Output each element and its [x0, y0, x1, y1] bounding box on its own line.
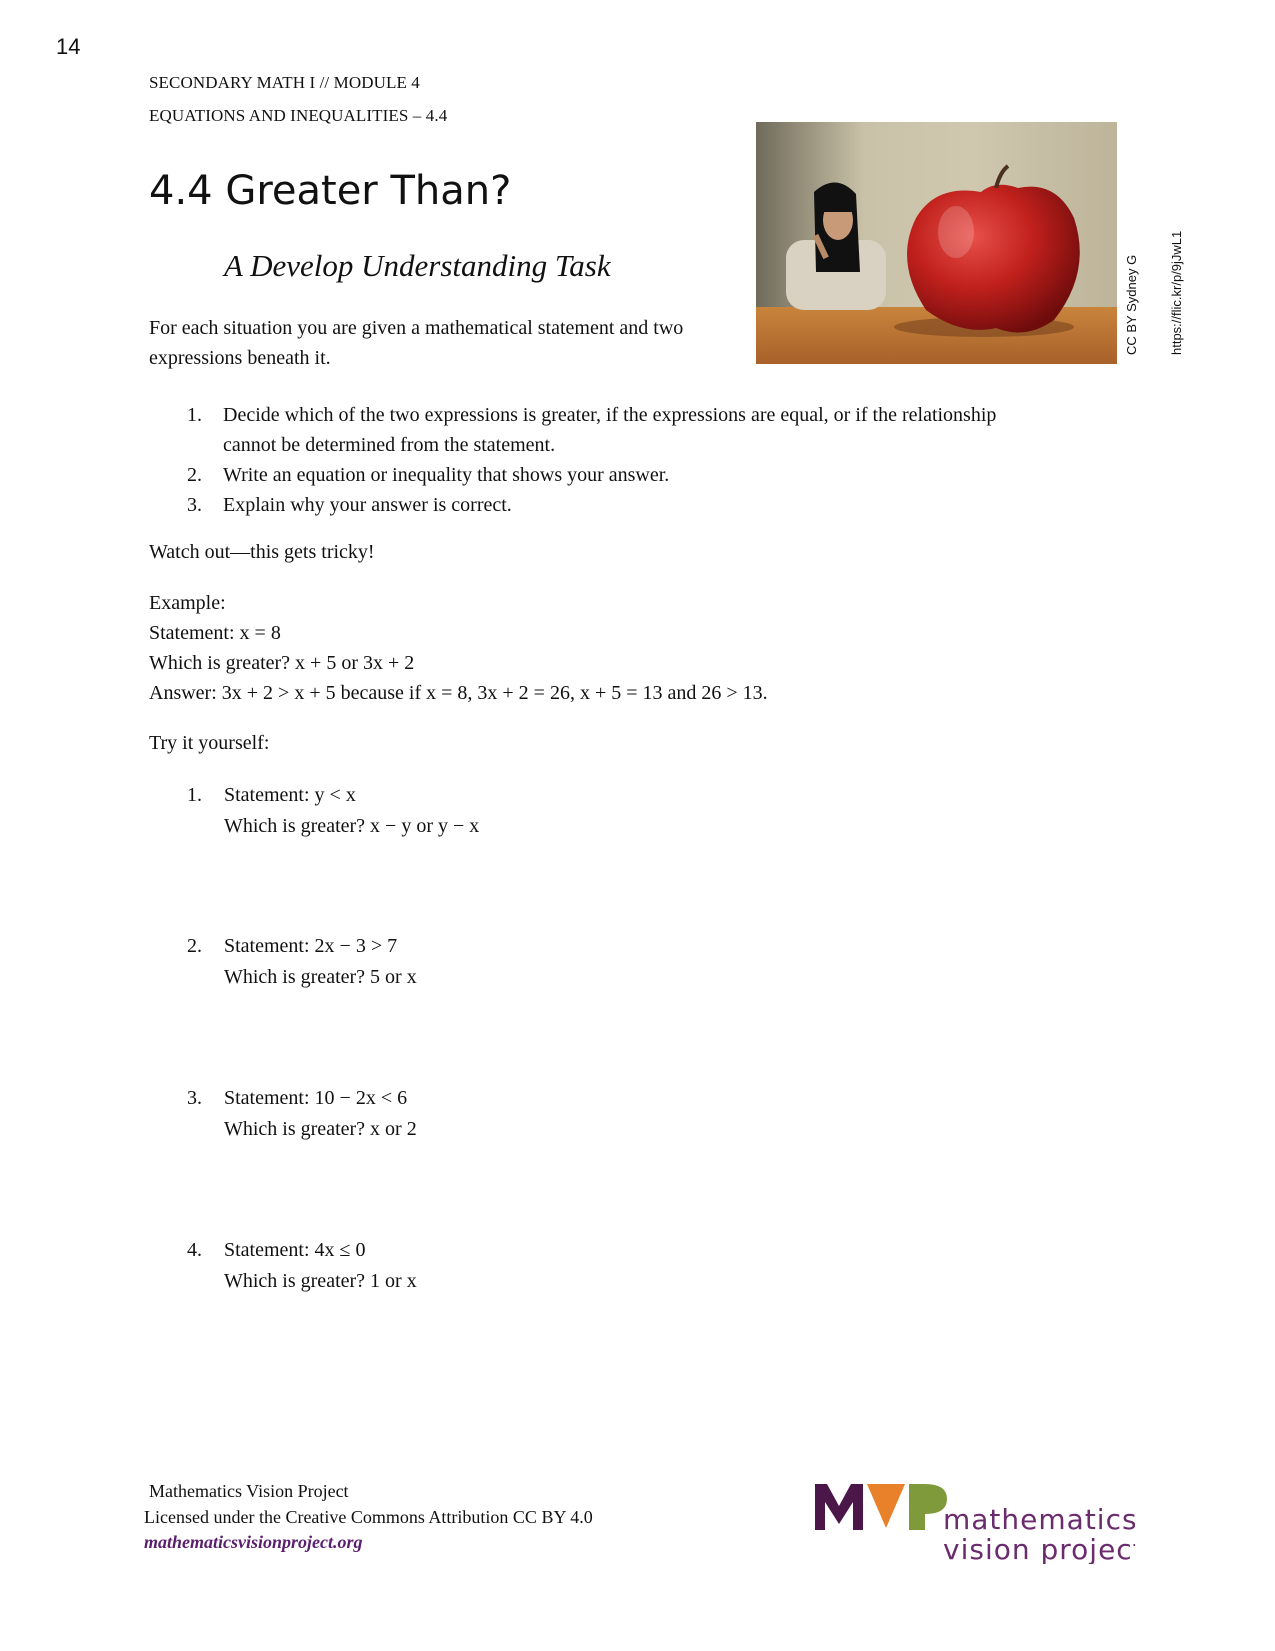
problem-which: Which is greater? x − y or y − x	[224, 815, 480, 837]
header-course: SECONDARY MATH I // MODULE 4	[149, 73, 420, 92]
problem-statement: Statement: 10 − 2x < 6	[224, 1087, 408, 1109]
footer-license: Licensed under the Creative Commons Attribution CC BY 4.0	[144, 1507, 593, 1527]
step-item: 3. Explain why your answer is correct.	[187, 494, 512, 516]
problem-2: 2. Statement: 2x − 3 > 7 Which is greater? 5 or x	[187, 931, 417, 993]
step-item: 1. Decide which of the two expressions is greater, if the expressions are equal, or if the relationship cannot be determined from the statement.	[187, 404, 997, 456]
logo-text-line2: vision project	[943, 1533, 1135, 1564]
problem-which: Which is greater? 5 or x	[224, 966, 417, 988]
example-answer: Answer: 3x + 2 > x + 5 because if x = 8, 3x + 2 = 26, x + 5 = 13 and 26 > 13.	[149, 682, 768, 704]
problem-1: 1. Statement: y < x Which is greater? x − y or y − x	[187, 780, 479, 842]
mvp-logo-mark	[815, 1484, 1135, 1564]
example-which: Which is greater? x + 5 or 3x + 2	[149, 652, 415, 674]
problem-statement: Statement: 4x ≤ 0	[224, 1239, 366, 1261]
problem-statement: Statement: 2x − 3 > 7	[224, 935, 398, 957]
footer-project: Mathematics Vision Project	[149, 1481, 349, 1501]
photo-credit-author: CC BY Sydney G	[1124, 254, 1139, 355]
photo-girl-apple	[756, 122, 1117, 364]
footer-website-link[interactable]: mathematicsvisionproject.org	[144, 1532, 363, 1552]
problem-statement: Statement: y < x	[224, 784, 356, 806]
photo-credit-url: https://flic.kr/p/9jJwL1	[1169, 230, 1184, 355]
problem-3: 3. Statement: 10 − 2x < 6 Which is greater? x or 2	[187, 1083, 417, 1145]
logo-text-line1: mathematics	[943, 1503, 1135, 1536]
page-title: 4.4 Greater Than?	[149, 168, 512, 214]
intro-text: For each situation you are given a mathematical statement and two expressions beneath it.	[149, 317, 684, 369]
instruction-steps	[149, 400, 1049, 520]
step-item: 2. Write an equation or inequality that shows your answer.	[187, 464, 670, 486]
problem-which: Which is greater? 1 or x	[224, 1270, 417, 1292]
photo-illustration	[756, 122, 1117, 364]
mvp-logo	[815, 1484, 1135, 1564]
problem-which: Which is greater? x or 2	[224, 1118, 417, 1140]
page-number: 14	[56, 34, 81, 59]
watch-out-note: Watch out—this gets tricky!	[149, 541, 375, 563]
problem-4: 4. Statement: 4x ≤ 0 Which is greater? 1 or x	[187, 1235, 417, 1297]
page-subtitle: A Develop Understanding Task	[224, 248, 611, 283]
try-label: Try it yourself:	[149, 732, 270, 754]
example-statement: Statement: x = 8	[149, 622, 281, 644]
example-label: Example:	[149, 592, 226, 614]
header-module: EQUATIONS AND INEQUALITIES – 4.4	[149, 106, 448, 125]
